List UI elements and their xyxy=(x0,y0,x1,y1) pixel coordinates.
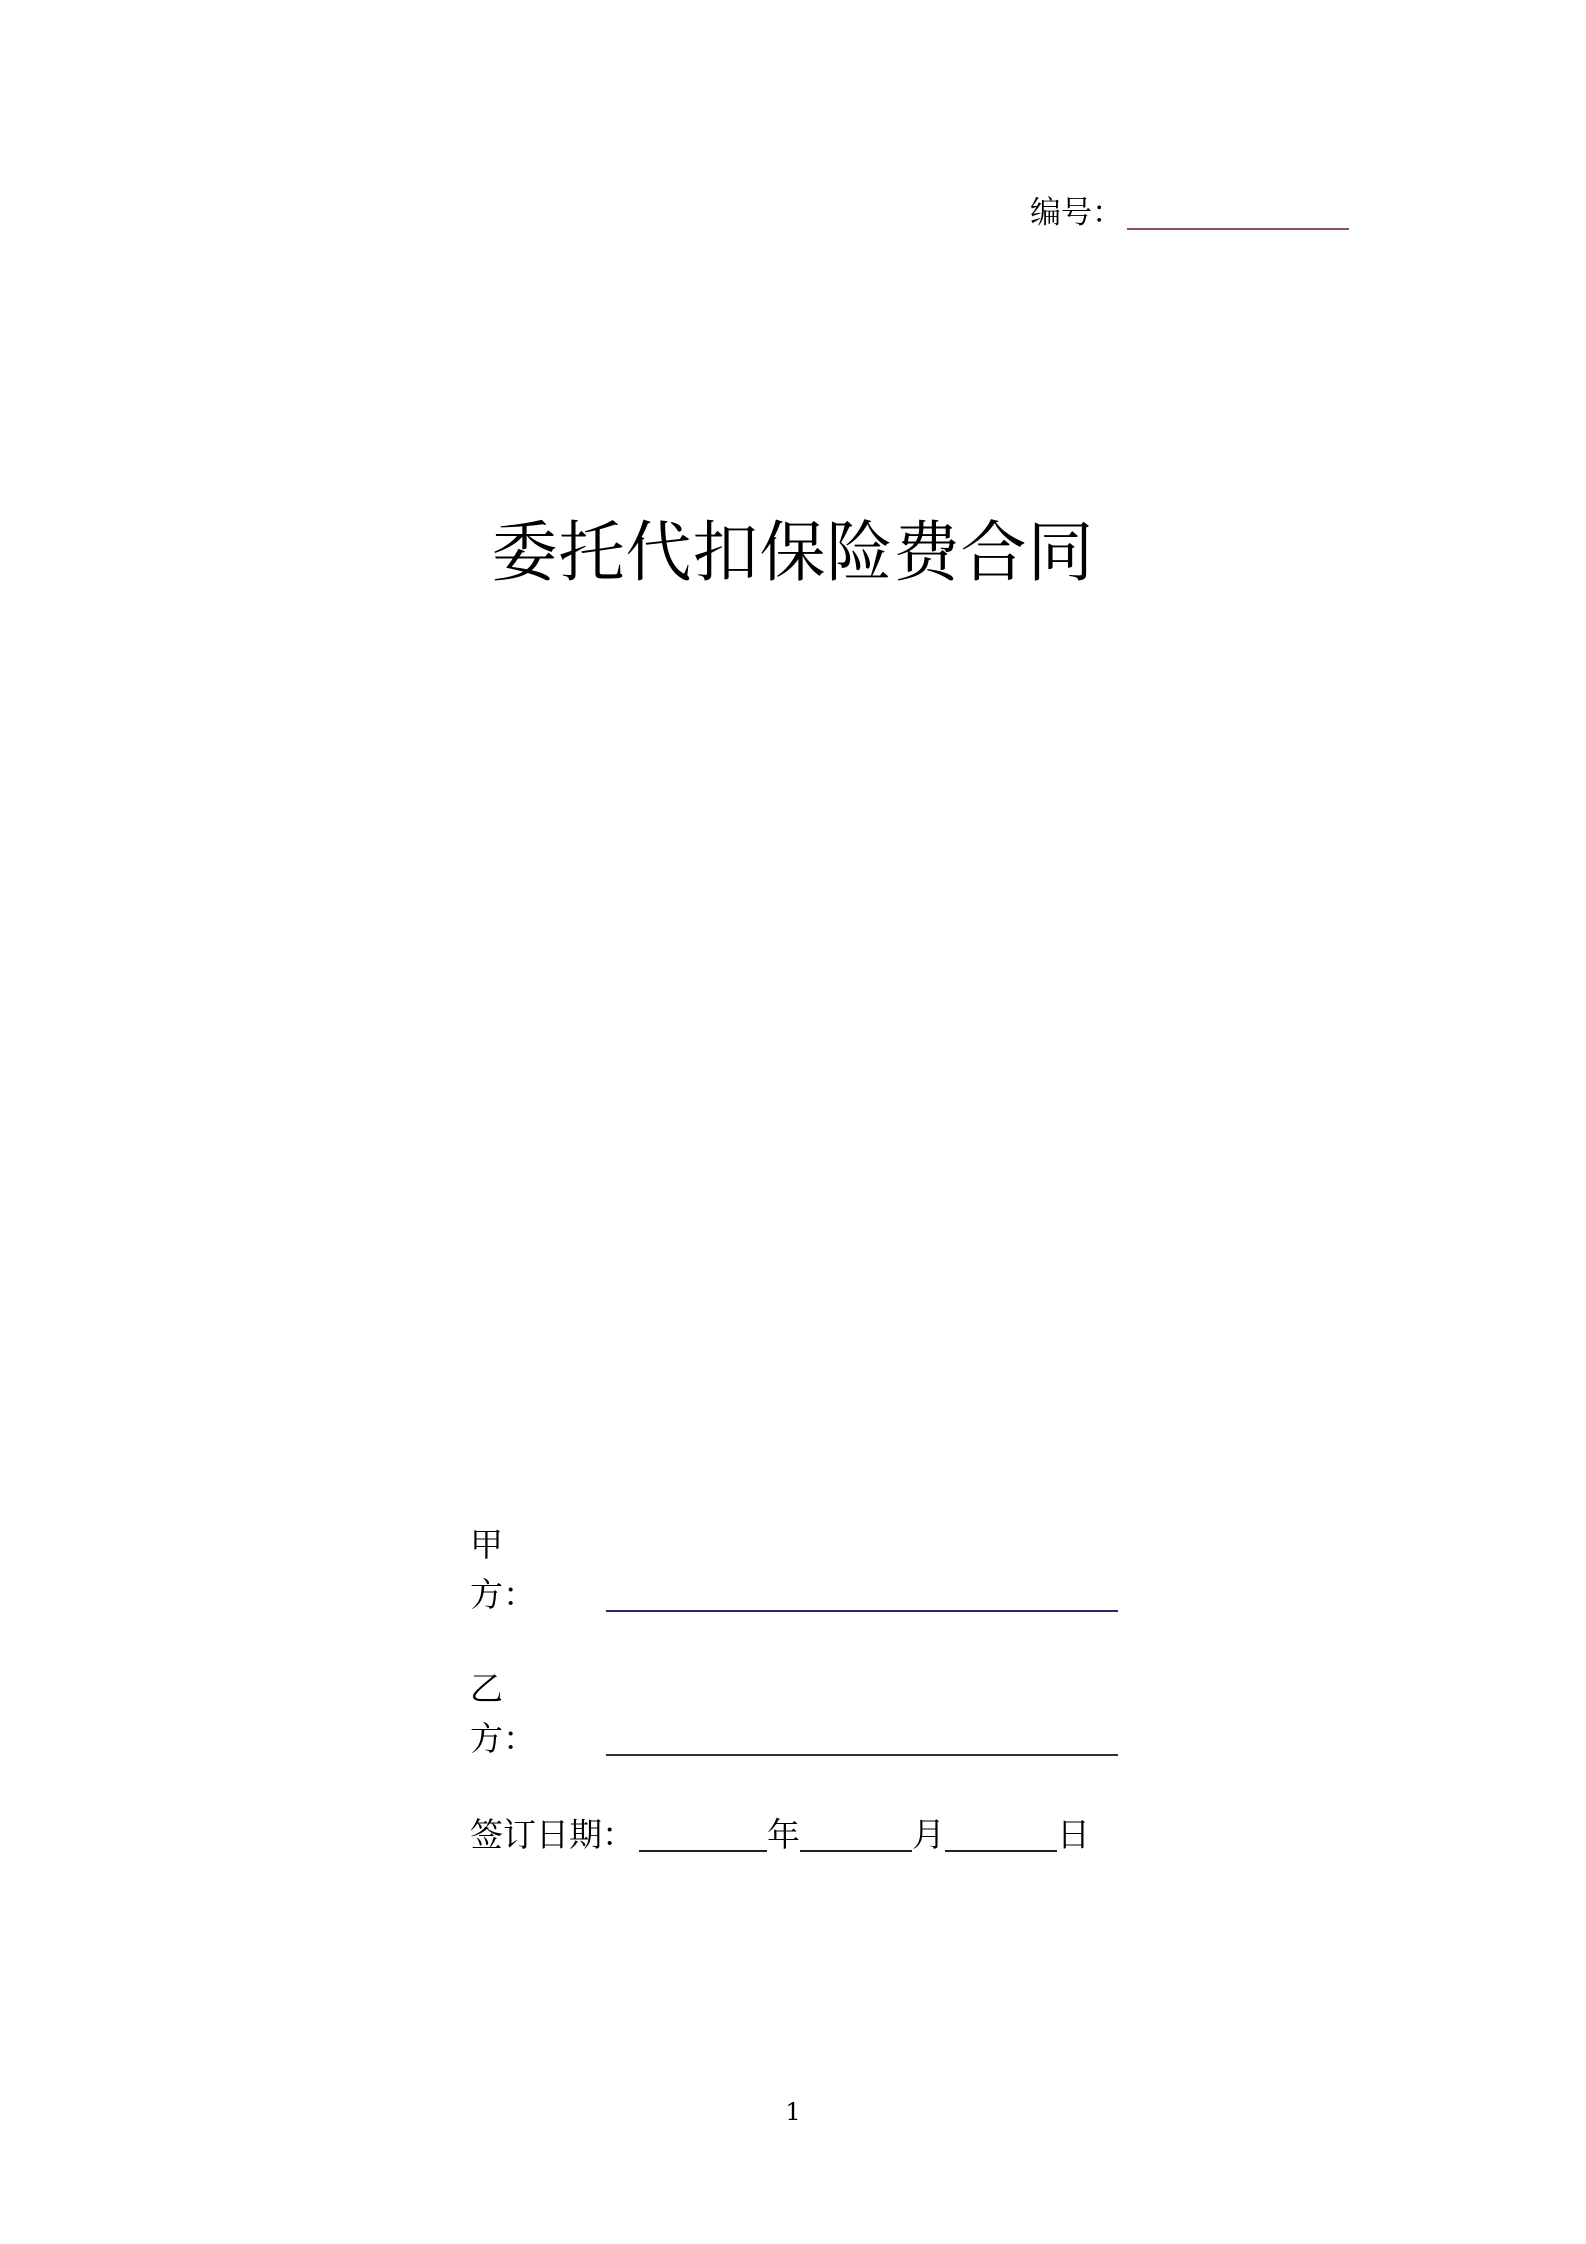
party-a-field xyxy=(470,1520,1118,1620)
party-a-blank[interactable] xyxy=(606,1610,1118,1612)
year-label: 年 xyxy=(767,1815,800,1854)
signing-day-blank[interactable] xyxy=(945,1850,1057,1852)
day-label: 日 xyxy=(1057,1815,1090,1854)
party-a-label xyxy=(470,1520,600,1620)
signing-date-field xyxy=(470,1810,1090,1860)
page-number: 1 xyxy=(785,2098,801,2126)
party-a-label-first: 甲 xyxy=(470,1525,503,1564)
month-label: 月 xyxy=(912,1815,945,1854)
document-title: 委托代扣保险费合同 xyxy=(491,514,1095,591)
party-b-blank[interactable] xyxy=(606,1754,1118,1756)
signing-date-label: 签订日期： xyxy=(470,1815,635,1854)
party-b-label xyxy=(470,1664,600,1764)
signing-month-blank[interactable] xyxy=(800,1850,912,1852)
contract-number-label: 编号： xyxy=(1030,195,1123,231)
contract-number-blank[interactable] xyxy=(1127,228,1349,230)
party-a-label-last: 方： xyxy=(470,1575,536,1614)
party-b-label-first: 乙 xyxy=(470,1669,503,1708)
party-b-label-last: 方： xyxy=(470,1719,536,1758)
signing-year-blank[interactable] xyxy=(639,1850,767,1852)
contract-number-field xyxy=(1030,188,1349,238)
party-b-field xyxy=(470,1664,1118,1764)
